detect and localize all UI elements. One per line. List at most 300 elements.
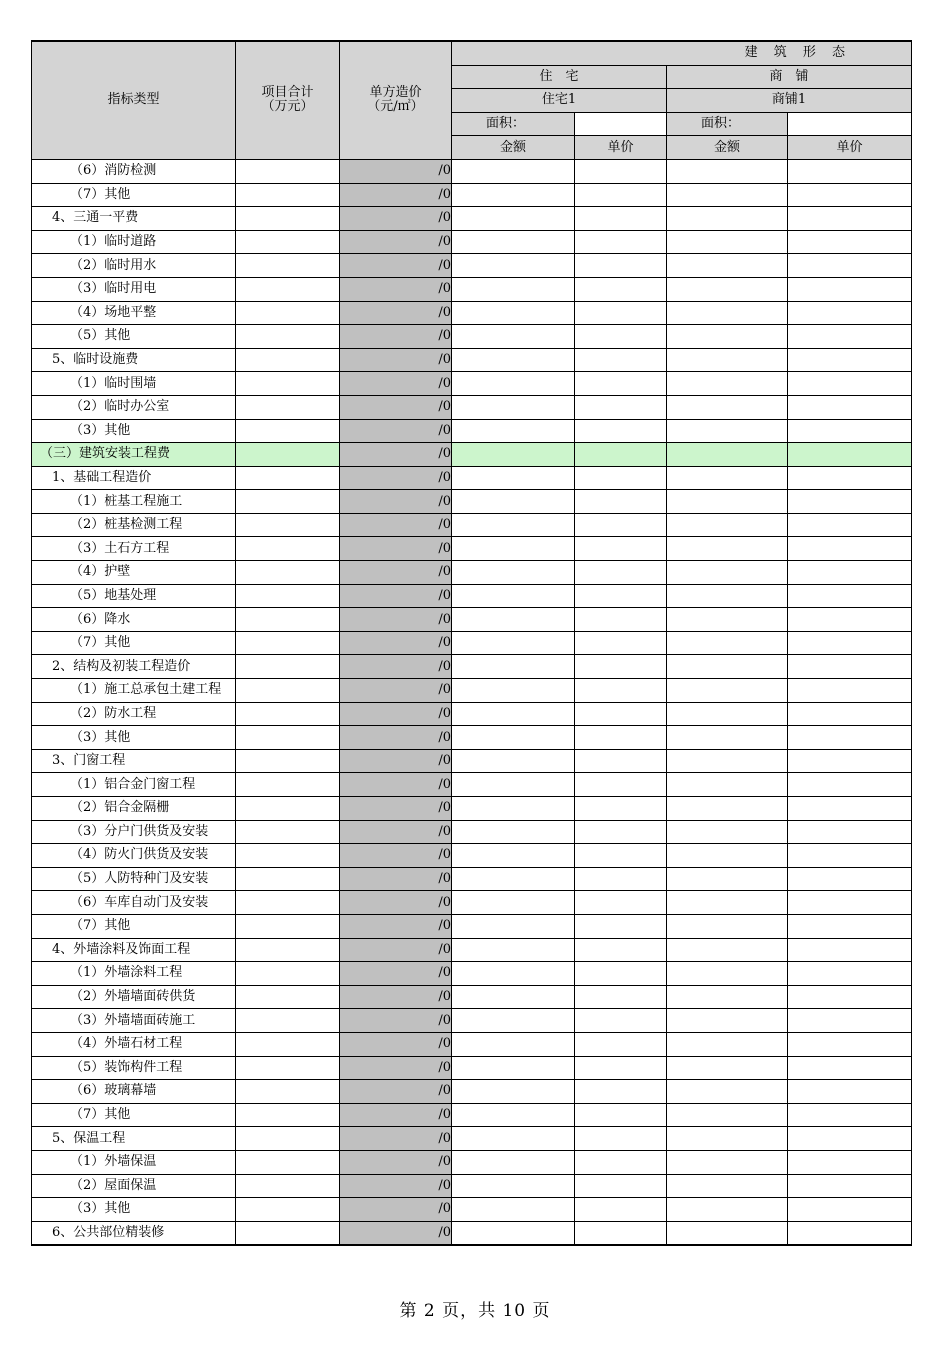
row-unit-cost-cell[interactable]: /0: [340, 561, 452, 585]
row-unit-cost-cell[interactable]: /0: [340, 325, 452, 349]
row-project-total-cell[interactable]: [236, 702, 340, 726]
row-project-total-cell[interactable]: [236, 1009, 340, 1033]
row-unit-cost-cell[interactable]: /0: [340, 797, 452, 821]
row-shop-unit-price-cell[interactable]: [788, 1150, 912, 1174]
row-index-name[interactable]: （4）防火门供货及安装: [32, 844, 236, 868]
row-project-total-cell[interactable]: [236, 844, 340, 868]
row-shop-unit-price-cell[interactable]: [788, 584, 912, 608]
row-index-name[interactable]: （2）桩基检测工程: [32, 513, 236, 537]
row-unit-cost-cell[interactable]: /0: [340, 584, 452, 608]
row-project-total-cell[interactable]: [236, 325, 340, 349]
row-index-name[interactable]: （5）装饰构件工程: [32, 1056, 236, 1080]
row-project-total-cell[interactable]: [236, 773, 340, 797]
row-project-total-cell[interactable]: [236, 584, 340, 608]
row-residential-unit-price-cell[interactable]: [575, 891, 667, 915]
row-shop-unit-price-cell[interactable]: [788, 159, 912, 183]
row-shop-amount-cell[interactable]: [667, 1032, 788, 1056]
row-residential-unit-price-cell[interactable]: [575, 985, 667, 1009]
row-project-total-cell[interactable]: [236, 466, 340, 490]
row-unit-cost-cell[interactable]: /0: [340, 1150, 452, 1174]
row-shop-unit-price-cell[interactable]: [788, 207, 912, 231]
row-shop-unit-price-cell[interactable]: [788, 631, 912, 655]
row-project-total-cell[interactable]: [236, 537, 340, 561]
row-residential-unit-price-cell[interactable]: [575, 1056, 667, 1080]
row-residential-amount-cell[interactable]: [452, 844, 575, 868]
row-index-name[interactable]: （1）桩基工程施工: [32, 490, 236, 514]
row-project-total-cell[interactable]: [236, 938, 340, 962]
row-shop-unit-price-cell[interactable]: [788, 230, 912, 254]
row-shop-amount-cell[interactable]: [667, 490, 788, 514]
row-residential-unit-price-cell[interactable]: [575, 513, 667, 537]
row-unit-cost-cell[interactable]: /0: [340, 844, 452, 868]
row-index-name[interactable]: （4）外墙石材工程: [32, 1032, 236, 1056]
row-shop-unit-price-cell[interactable]: [788, 655, 912, 679]
row-residential-unit-price-cell[interactable]: [575, 655, 667, 679]
row-shop-amount-cell[interactable]: [667, 372, 788, 396]
row-index-name[interactable]: （3）外墙墙面砖施工: [32, 1009, 236, 1033]
row-residential-unit-price-cell[interactable]: [575, 207, 667, 231]
row-unit-cost-cell[interactable]: /0: [340, 867, 452, 891]
row-shop-amount-cell[interactable]: [667, 702, 788, 726]
row-shop-unit-price-cell[interactable]: [788, 797, 912, 821]
row-unit-cost-cell[interactable]: /0: [340, 513, 452, 537]
row-index-name[interactable]: （4）护壁: [32, 561, 236, 585]
row-unit-cost-cell[interactable]: /0: [340, 702, 452, 726]
row-project-total-cell[interactable]: [236, 797, 340, 821]
row-shop-amount-cell[interactable]: [667, 1127, 788, 1151]
row-project-total-cell[interactable]: [236, 372, 340, 396]
row-shop-amount-cell[interactable]: [667, 726, 788, 750]
row-residential-amount-cell[interactable]: [452, 962, 575, 986]
row-residential-unit-price-cell[interactable]: [575, 443, 667, 467]
row-unit-cost-cell[interactable]: /0: [340, 985, 452, 1009]
row-project-total-cell[interactable]: [236, 820, 340, 844]
row-shop-amount-cell[interactable]: [667, 891, 788, 915]
header-area-value-residential[interactable]: [575, 112, 667, 136]
row-residential-amount-cell[interactable]: [452, 443, 575, 467]
row-index-name[interactable]: 2、结构及初装工程造价: [32, 655, 236, 679]
row-residential-unit-price-cell[interactable]: [575, 1198, 667, 1222]
row-shop-unit-price-cell[interactable]: [788, 985, 912, 1009]
row-project-total-cell[interactable]: [236, 1056, 340, 1080]
row-residential-unit-price-cell[interactable]: [575, 914, 667, 938]
row-unit-cost-cell[interactable]: /0: [340, 1009, 452, 1033]
row-index-name[interactable]: （7）其他: [32, 1103, 236, 1127]
row-project-total-cell[interactable]: [236, 1174, 340, 1198]
row-shop-amount-cell[interactable]: [667, 395, 788, 419]
row-unit-cost-cell[interactable]: /0: [340, 372, 452, 396]
row-residential-amount-cell[interactable]: [452, 985, 575, 1009]
row-index-name[interactable]: （2）临时用水: [32, 254, 236, 278]
row-project-total-cell[interactable]: [236, 561, 340, 585]
row-shop-unit-price-cell[interactable]: [788, 914, 912, 938]
row-residential-amount-cell[interactable]: [452, 1032, 575, 1056]
row-residential-unit-price-cell[interactable]: [575, 1103, 667, 1127]
row-residential-unit-price-cell[interactable]: [575, 1174, 667, 1198]
row-index-name[interactable]: 4、外墙涂料及饰面工程: [32, 938, 236, 962]
row-residential-unit-price-cell[interactable]: [575, 1150, 667, 1174]
row-residential-amount-cell[interactable]: [452, 230, 575, 254]
row-residential-amount-cell[interactable]: [452, 372, 575, 396]
row-residential-unit-price-cell[interactable]: [575, 325, 667, 349]
row-shop-amount-cell[interactable]: [667, 1150, 788, 1174]
row-shop-unit-price-cell[interactable]: [788, 820, 912, 844]
row-shop-unit-price-cell[interactable]: [788, 891, 912, 915]
row-shop-amount-cell[interactable]: [667, 1103, 788, 1127]
row-shop-unit-price-cell[interactable]: [788, 301, 912, 325]
row-shop-unit-price-cell[interactable]: [788, 608, 912, 632]
row-shop-amount-cell[interactable]: [667, 301, 788, 325]
row-index-name[interactable]: 4、三通一平费: [32, 207, 236, 231]
row-residential-amount-cell[interactable]: [452, 183, 575, 207]
row-residential-amount-cell[interactable]: [452, 561, 575, 585]
row-shop-unit-price-cell[interactable]: [788, 1127, 912, 1151]
row-shop-unit-price-cell[interactable]: [788, 702, 912, 726]
row-residential-amount-cell[interactable]: [452, 1080, 575, 1104]
row-shop-amount-cell[interactable]: [667, 985, 788, 1009]
row-residential-unit-price-cell[interactable]: [575, 820, 667, 844]
row-shop-amount-cell[interactable]: [667, 348, 788, 372]
row-shop-amount-cell[interactable]: [667, 608, 788, 632]
row-index-name[interactable]: （3）其他: [32, 419, 236, 443]
row-shop-amount-cell[interactable]: [667, 1009, 788, 1033]
row-unit-cost-cell[interactable]: /0: [340, 348, 452, 372]
row-residential-unit-price-cell[interactable]: [575, 159, 667, 183]
row-shop-amount-cell[interactable]: [667, 207, 788, 231]
row-index-name[interactable]: （6）消防检测: [32, 159, 236, 183]
row-residential-unit-price-cell[interactable]: [575, 348, 667, 372]
row-shop-amount-cell[interactable]: [667, 230, 788, 254]
row-project-total-cell[interactable]: [236, 301, 340, 325]
row-project-total-cell[interactable]: [236, 608, 340, 632]
row-shop-unit-price-cell[interactable]: [788, 679, 912, 703]
row-project-total-cell[interactable]: [236, 1032, 340, 1056]
row-shop-amount-cell[interactable]: [667, 584, 788, 608]
row-index-name[interactable]: （3）其他: [32, 726, 236, 750]
row-shop-amount-cell[interactable]: [667, 466, 788, 490]
row-residential-unit-price-cell[interactable]: [575, 1221, 667, 1245]
row-shop-unit-price-cell[interactable]: [788, 372, 912, 396]
row-shop-unit-price-cell[interactable]: [788, 1174, 912, 1198]
row-index-name[interactable]: 5、临时设施费: [32, 348, 236, 372]
row-shop-amount-cell[interactable]: [667, 537, 788, 561]
row-shop-unit-price-cell[interactable]: [788, 561, 912, 585]
row-shop-amount-cell[interactable]: [667, 254, 788, 278]
row-residential-amount-cell[interactable]: [452, 513, 575, 537]
row-shop-amount-cell[interactable]: [667, 844, 788, 868]
row-project-total-cell[interactable]: [236, 254, 340, 278]
row-residential-amount-cell[interactable]: [452, 1127, 575, 1151]
row-project-total-cell[interactable]: [236, 1221, 340, 1245]
row-index-name[interactable]: （3）其他: [32, 1198, 236, 1222]
row-index-name[interactable]: 3、门窗工程: [32, 749, 236, 773]
row-residential-unit-price-cell[interactable]: [575, 419, 667, 443]
row-project-total-cell[interactable]: [236, 419, 340, 443]
row-residential-amount-cell[interactable]: [452, 1221, 575, 1245]
row-residential-unit-price-cell[interactable]: [575, 301, 667, 325]
row-index-name[interactable]: （4）场地平整: [32, 301, 236, 325]
row-project-total-cell[interactable]: [236, 749, 340, 773]
row-residential-unit-price-cell[interactable]: [575, 773, 667, 797]
row-unit-cost-cell[interactable]: /0: [340, 1056, 452, 1080]
row-unit-cost-cell[interactable]: /0: [340, 207, 452, 231]
row-unit-cost-cell[interactable]: /0: [340, 608, 452, 632]
row-index-name[interactable]: 6、公共部位精装修: [32, 1221, 236, 1245]
row-unit-cost-cell[interactable]: /0: [340, 938, 452, 962]
row-index-name[interactable]: （3）临时用电: [32, 277, 236, 301]
row-shop-amount-cell[interactable]: [667, 561, 788, 585]
row-project-total-cell[interactable]: [236, 985, 340, 1009]
row-residential-amount-cell[interactable]: [452, 726, 575, 750]
row-project-total-cell[interactable]: [236, 159, 340, 183]
row-shop-amount-cell[interactable]: [667, 513, 788, 537]
row-residential-unit-price-cell[interactable]: [575, 230, 667, 254]
row-shop-amount-cell[interactable]: [667, 183, 788, 207]
row-unit-cost-cell[interactable]: /0: [340, 679, 452, 703]
row-shop-amount-cell[interactable]: [667, 962, 788, 986]
row-project-total-cell[interactable]: [236, 513, 340, 537]
row-project-total-cell[interactable]: [236, 962, 340, 986]
row-residential-amount-cell[interactable]: [452, 820, 575, 844]
row-shop-unit-price-cell[interactable]: [788, 1198, 912, 1222]
row-project-total-cell[interactable]: [236, 655, 340, 679]
row-shop-amount-cell[interactable]: [667, 679, 788, 703]
row-shop-amount-cell[interactable]: [667, 159, 788, 183]
row-residential-unit-price-cell[interactable]: [575, 1080, 667, 1104]
row-shop-unit-price-cell[interactable]: [788, 513, 912, 537]
row-unit-cost-cell[interactable]: /0: [340, 254, 452, 278]
row-index-name[interactable]: （7）其他: [32, 914, 236, 938]
row-residential-amount-cell[interactable]: [452, 749, 575, 773]
row-unit-cost-cell[interactable]: /0: [340, 749, 452, 773]
row-shop-unit-price-cell[interactable]: [788, 395, 912, 419]
row-index-name[interactable]: （三）建筑安装工程费: [32, 443, 236, 467]
row-index-name[interactable]: （5）地基处理: [32, 584, 236, 608]
row-shop-amount-cell[interactable]: [667, 277, 788, 301]
row-index-name[interactable]: （2）铝合金隔栅: [32, 797, 236, 821]
row-shop-unit-price-cell[interactable]: [788, 938, 912, 962]
row-shop-amount-cell[interactable]: [667, 655, 788, 679]
row-index-name[interactable]: （7）其他: [32, 631, 236, 655]
row-index-name[interactable]: （6）车库自动门及安装: [32, 891, 236, 915]
row-project-total-cell[interactable]: [236, 1150, 340, 1174]
row-index-name[interactable]: （1）临时围墙: [32, 372, 236, 396]
row-project-total-cell[interactable]: [236, 183, 340, 207]
row-unit-cost-cell[interactable]: /0: [340, 1127, 452, 1151]
row-shop-unit-price-cell[interactable]: [788, 773, 912, 797]
row-index-name[interactable]: （2）外墙墙面砖供货: [32, 985, 236, 1009]
row-unit-cost-cell[interactable]: /0: [340, 443, 452, 467]
row-residential-unit-price-cell[interactable]: [575, 797, 667, 821]
row-index-name[interactable]: （2）屋面保温: [32, 1174, 236, 1198]
row-shop-amount-cell[interactable]: [667, 1056, 788, 1080]
row-residential-unit-price-cell[interactable]: [575, 584, 667, 608]
row-shop-unit-price-cell[interactable]: [788, 749, 912, 773]
row-residential-amount-cell[interactable]: [452, 348, 575, 372]
row-residential-unit-price-cell[interactable]: [575, 702, 667, 726]
row-residential-unit-price-cell[interactable]: [575, 466, 667, 490]
row-residential-unit-price-cell[interactable]: [575, 679, 667, 703]
row-unit-cost-cell[interactable]: /0: [340, 1080, 452, 1104]
row-index-name[interactable]: （3）土石方工程: [32, 537, 236, 561]
row-unit-cost-cell[interactable]: /0: [340, 1221, 452, 1245]
row-residential-unit-price-cell[interactable]: [575, 372, 667, 396]
row-unit-cost-cell[interactable]: /0: [340, 466, 452, 490]
row-residential-unit-price-cell[interactable]: [575, 962, 667, 986]
row-shop-unit-price-cell[interactable]: [788, 490, 912, 514]
row-residential-amount-cell[interactable]: [452, 867, 575, 891]
row-shop-unit-price-cell[interactable]: [788, 419, 912, 443]
row-index-name[interactable]: （5）人防特种门及安装: [32, 867, 236, 891]
row-residential-unit-price-cell[interactable]: [575, 1127, 667, 1151]
row-shop-unit-price-cell[interactable]: [788, 726, 912, 750]
row-shop-unit-price-cell[interactable]: [788, 443, 912, 467]
row-residential-unit-price-cell[interactable]: [575, 277, 667, 301]
row-unit-cost-cell[interactable]: /0: [340, 183, 452, 207]
row-shop-amount-cell[interactable]: [667, 1221, 788, 1245]
row-project-total-cell[interactable]: [236, 1103, 340, 1127]
row-residential-unit-price-cell[interactable]: [575, 1032, 667, 1056]
row-shop-unit-price-cell[interactable]: [788, 1221, 912, 1245]
row-index-name[interactable]: （2）临时办公室: [32, 395, 236, 419]
row-shop-amount-cell[interactable]: [667, 325, 788, 349]
row-residential-amount-cell[interactable]: [452, 159, 575, 183]
row-shop-amount-cell[interactable]: [667, 797, 788, 821]
row-project-total-cell[interactable]: [236, 679, 340, 703]
row-residential-amount-cell[interactable]: [452, 1103, 575, 1127]
row-residential-unit-price-cell[interactable]: [575, 537, 667, 561]
row-unit-cost-cell[interactable]: /0: [340, 891, 452, 915]
row-shop-unit-price-cell[interactable]: [788, 1009, 912, 1033]
row-residential-amount-cell[interactable]: [452, 325, 575, 349]
row-residential-amount-cell[interactable]: [452, 419, 575, 443]
row-shop-unit-price-cell[interactable]: [788, 254, 912, 278]
row-residential-unit-price-cell[interactable]: [575, 1009, 667, 1033]
row-project-total-cell[interactable]: [236, 277, 340, 301]
row-index-name[interactable]: 5、保温工程: [32, 1127, 236, 1151]
row-residential-amount-cell[interactable]: [452, 537, 575, 561]
row-residential-amount-cell[interactable]: [452, 1009, 575, 1033]
row-index-name[interactable]: （2）防水工程: [32, 702, 236, 726]
row-shop-amount-cell[interactable]: [667, 820, 788, 844]
row-shop-amount-cell[interactable]: [667, 1080, 788, 1104]
row-residential-unit-price-cell[interactable]: [575, 726, 667, 750]
row-shop-unit-price-cell[interactable]: [788, 183, 912, 207]
row-residential-amount-cell[interactable]: [452, 773, 575, 797]
row-shop-amount-cell[interactable]: [667, 631, 788, 655]
row-shop-amount-cell[interactable]: [667, 1198, 788, 1222]
row-residential-amount-cell[interactable]: [452, 490, 575, 514]
row-shop-amount-cell[interactable]: [667, 938, 788, 962]
row-unit-cost-cell[interactable]: /0: [340, 490, 452, 514]
row-residential-amount-cell[interactable]: [452, 207, 575, 231]
row-project-total-cell[interactable]: [236, 1080, 340, 1104]
row-residential-amount-cell[interactable]: [452, 891, 575, 915]
row-residential-unit-price-cell[interactable]: [575, 395, 667, 419]
row-shop-unit-price-cell[interactable]: [788, 466, 912, 490]
row-unit-cost-cell[interactable]: /0: [340, 419, 452, 443]
row-project-total-cell[interactable]: [236, 443, 340, 467]
row-unit-cost-cell[interactable]: /0: [340, 773, 452, 797]
row-index-name[interactable]: （1）临时道路: [32, 230, 236, 254]
row-residential-unit-price-cell[interactable]: [575, 938, 667, 962]
row-residential-amount-cell[interactable]: [452, 277, 575, 301]
row-project-total-cell[interactable]: [236, 1198, 340, 1222]
row-shop-amount-cell[interactable]: [667, 773, 788, 797]
row-residential-amount-cell[interactable]: [452, 914, 575, 938]
row-shop-amount-cell[interactable]: [667, 443, 788, 467]
row-residential-amount-cell[interactable]: [452, 655, 575, 679]
row-shop-amount-cell[interactable]: [667, 914, 788, 938]
row-index-name[interactable]: （1）铝合金门窗工程: [32, 773, 236, 797]
row-unit-cost-cell[interactable]: /0: [340, 277, 452, 301]
row-unit-cost-cell[interactable]: /0: [340, 537, 452, 561]
row-unit-cost-cell[interactable]: /0: [340, 1174, 452, 1198]
row-residential-unit-price-cell[interactable]: [575, 490, 667, 514]
row-project-total-cell[interactable]: [236, 230, 340, 254]
row-residential-unit-price-cell[interactable]: [575, 749, 667, 773]
row-index-name[interactable]: （7）其他: [32, 183, 236, 207]
row-residential-amount-cell[interactable]: [452, 608, 575, 632]
row-project-total-cell[interactable]: [236, 1127, 340, 1151]
row-index-name[interactable]: （6）玻璃幕墙: [32, 1080, 236, 1104]
row-residential-amount-cell[interactable]: [452, 254, 575, 278]
row-unit-cost-cell[interactable]: /0: [340, 726, 452, 750]
row-index-name[interactable]: （1）外墙涂料工程: [32, 962, 236, 986]
row-shop-unit-price-cell[interactable]: [788, 962, 912, 986]
row-residential-unit-price-cell[interactable]: [575, 254, 667, 278]
row-unit-cost-cell[interactable]: /0: [340, 1198, 452, 1222]
row-project-total-cell[interactable]: [236, 891, 340, 915]
row-residential-unit-price-cell[interactable]: [575, 561, 667, 585]
row-residential-amount-cell[interactable]: [452, 301, 575, 325]
row-index-name[interactable]: （5）其他: [32, 325, 236, 349]
row-residential-amount-cell[interactable]: [452, 584, 575, 608]
row-unit-cost-cell[interactable]: /0: [340, 159, 452, 183]
header-area-value-shop[interactable]: [788, 112, 912, 136]
row-shop-amount-cell[interactable]: [667, 419, 788, 443]
row-shop-amount-cell[interactable]: [667, 749, 788, 773]
row-residential-amount-cell[interactable]: [452, 395, 575, 419]
row-unit-cost-cell[interactable]: /0: [340, 962, 452, 986]
row-project-total-cell[interactable]: [236, 207, 340, 231]
row-residential-unit-price-cell[interactable]: [575, 631, 667, 655]
row-project-total-cell[interactable]: [236, 631, 340, 655]
row-shop-unit-price-cell[interactable]: [788, 277, 912, 301]
row-shop-amount-cell[interactable]: [667, 867, 788, 891]
row-unit-cost-cell[interactable]: /0: [340, 301, 452, 325]
row-project-total-cell[interactable]: [236, 490, 340, 514]
row-project-total-cell[interactable]: [236, 867, 340, 891]
row-project-total-cell[interactable]: [236, 726, 340, 750]
row-residential-amount-cell[interactable]: [452, 1150, 575, 1174]
row-shop-amount-cell[interactable]: [667, 1174, 788, 1198]
row-shop-unit-price-cell[interactable]: [788, 1103, 912, 1127]
row-index-name[interactable]: （3）分户门供货及安装: [32, 820, 236, 844]
row-shop-unit-price-cell[interactable]: [788, 844, 912, 868]
row-unit-cost-cell[interactable]: /0: [340, 631, 452, 655]
row-project-total-cell[interactable]: [236, 395, 340, 419]
row-residential-amount-cell[interactable]: [452, 797, 575, 821]
row-residential-amount-cell[interactable]: [452, 938, 575, 962]
row-residential-unit-price-cell[interactable]: [575, 608, 667, 632]
row-shop-unit-price-cell[interactable]: [788, 537, 912, 561]
row-residential-amount-cell[interactable]: [452, 631, 575, 655]
row-shop-unit-price-cell[interactable]: [788, 1056, 912, 1080]
row-residential-amount-cell[interactable]: [452, 1174, 575, 1198]
row-shop-unit-price-cell[interactable]: [788, 1032, 912, 1056]
row-shop-unit-price-cell[interactable]: [788, 325, 912, 349]
